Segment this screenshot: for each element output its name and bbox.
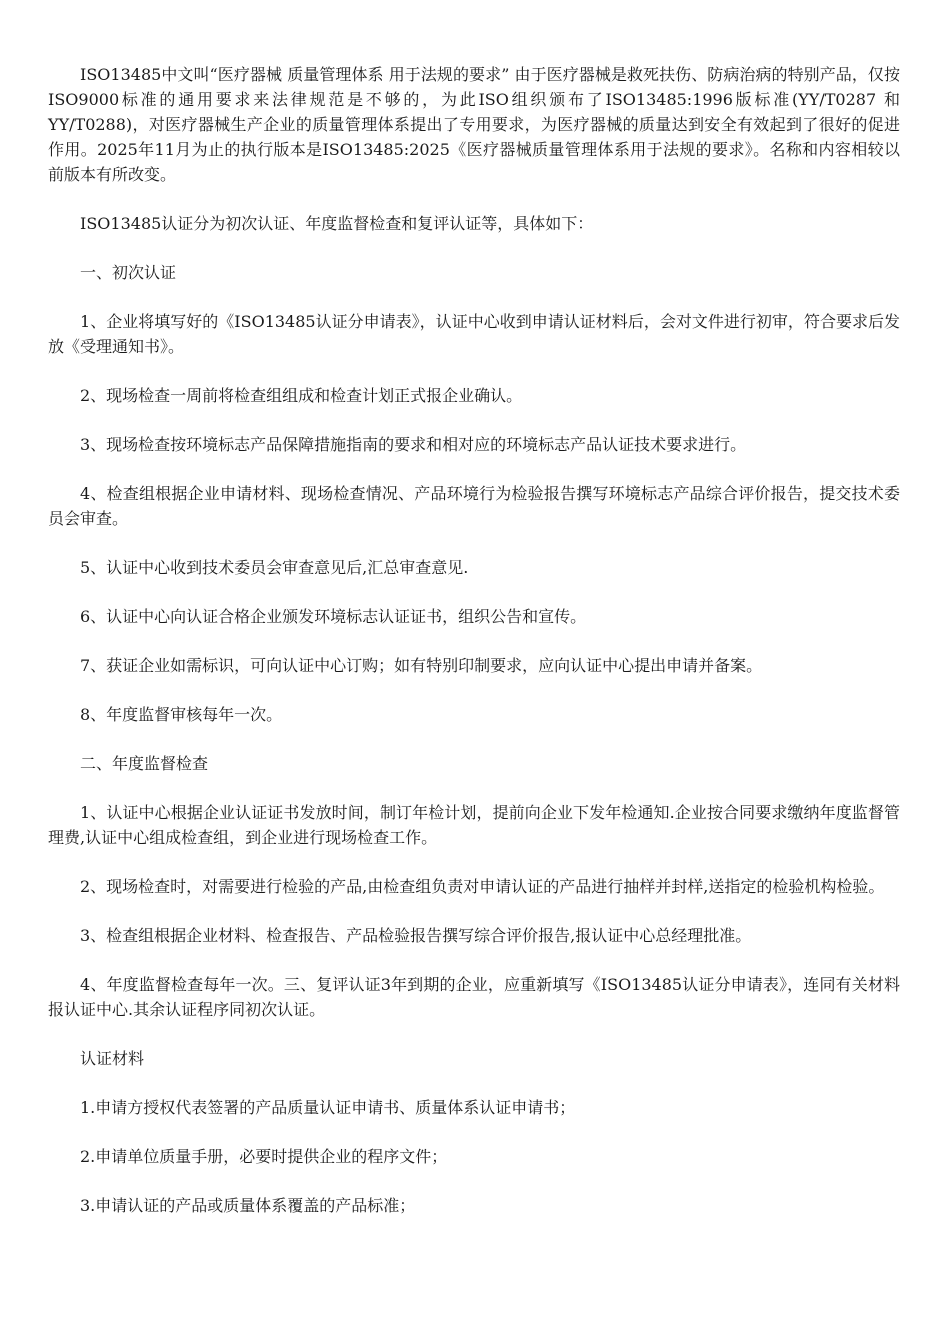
certification-types-paragraph: ISO13485认证分为初次认证、年度监督检查和复评认证等，具体如下：	[80, 214, 594, 233]
annual-step-2: 2、现场检查时，对需要进行检验的产品,由检查组负责对申请认证的产品进行抽样并封样,送指定的检验机构检验。	[80, 877, 885, 896]
annual-step-3: 3、检查组根据企业材料、检查报告、产品检验报告撰写综合评价报告,报认证中心总经理批准。	[80, 926, 752, 945]
materials-item-2: 2.申请单位质量手册，必要时提供企业的程序文件；	[80, 1147, 448, 1166]
initial-step-7: 7、获证企业如需标识，可向认证中心订购；如有特别印制要求，应向认证中心提出申请并备案。	[80, 656, 763, 675]
section-heading-annual: 二、年度监督检查	[80, 754, 209, 773]
intro-paragraph: ISO13485中文叫“医疗器械 质量管理体系 用于法规的要求” 由于医疗器械是救死扶伤、防病治病的特别产品，仅按ISO9000标准的通用要求来法律规范是不够的，为此ISO组织颁布了ISO13485:1996版标准(YY/T0287 和YY/T0288)，对医疗器械生产企业的质量管理体系提出了专用要求，为医疗器械的质量达到安全有效起到了很好的促进作用。2025年11月为止的执行版本是ISO13485:2025《医疗器械质量管理体系用于法规的要求》。名称和内容相较以前版本有所改变。	[48, 65, 900, 184]
initial-step-5: 5、认证中心收到技术委员会审查意见后,汇总审查意见.	[80, 558, 469, 577]
initial-step-6: 6、认证中心向认证合格企业颁发环境标志认证证书，组织公告和宣传。	[80, 607, 587, 626]
annual-step-1: 1、认证中心根据企业认证证书发放时间，制订年检计划，提前向企业下发年检通知.企业按合同要求缴纳年度监督管理费,认证中心组成检查组，到企业进行现场检查工作。	[48, 803, 900, 847]
section-heading-materials: 认证材料	[80, 1049, 145, 1068]
materials-item-3: 3.申请认证的产品或质量体系覆盖的产品标准；	[80, 1196, 416, 1215]
initial-step-1: 1、企业将填写好的《ISO13485认证分申请表》，认证中心收到申请认证材料后，会对文件进行初审，符合要求后发放《受理通知书》。	[48, 312, 900, 356]
initial-step-2: 2、现场检查一周前将检查组组成和检查计划正式报企业确认。	[80, 386, 523, 405]
initial-step-8: 8、年度监督审核每年一次。	[80, 705, 283, 724]
materials-item-1: 1.申请方授权代表签署的产品质量认证申请书、质量体系认证申请书；	[80, 1098, 576, 1117]
initial-step-3: 3、现场检查按环境标志产品保障措施指南的要求和相对应的环境标志产品认证技术要求进行。	[80, 435, 747, 454]
initial-step-4: 4、检查组根据企业申请材料、现场检查情况、产品环境行为检验报告撰写环境标志产品综合评价报告，提交技术委员会审查。	[48, 484, 900, 528]
annual-step-4: 4、年度监督检查每年一次。三、复评认证3年到期的企业，应重新填写《ISO13485认证分申请表》，连同有关材料报认证中心.其余认证程序同初次认证。	[48, 975, 900, 1019]
section-heading-initial: 一、初次认证	[80, 263, 177, 282]
document-body	[48, 62, 900, 1242]
